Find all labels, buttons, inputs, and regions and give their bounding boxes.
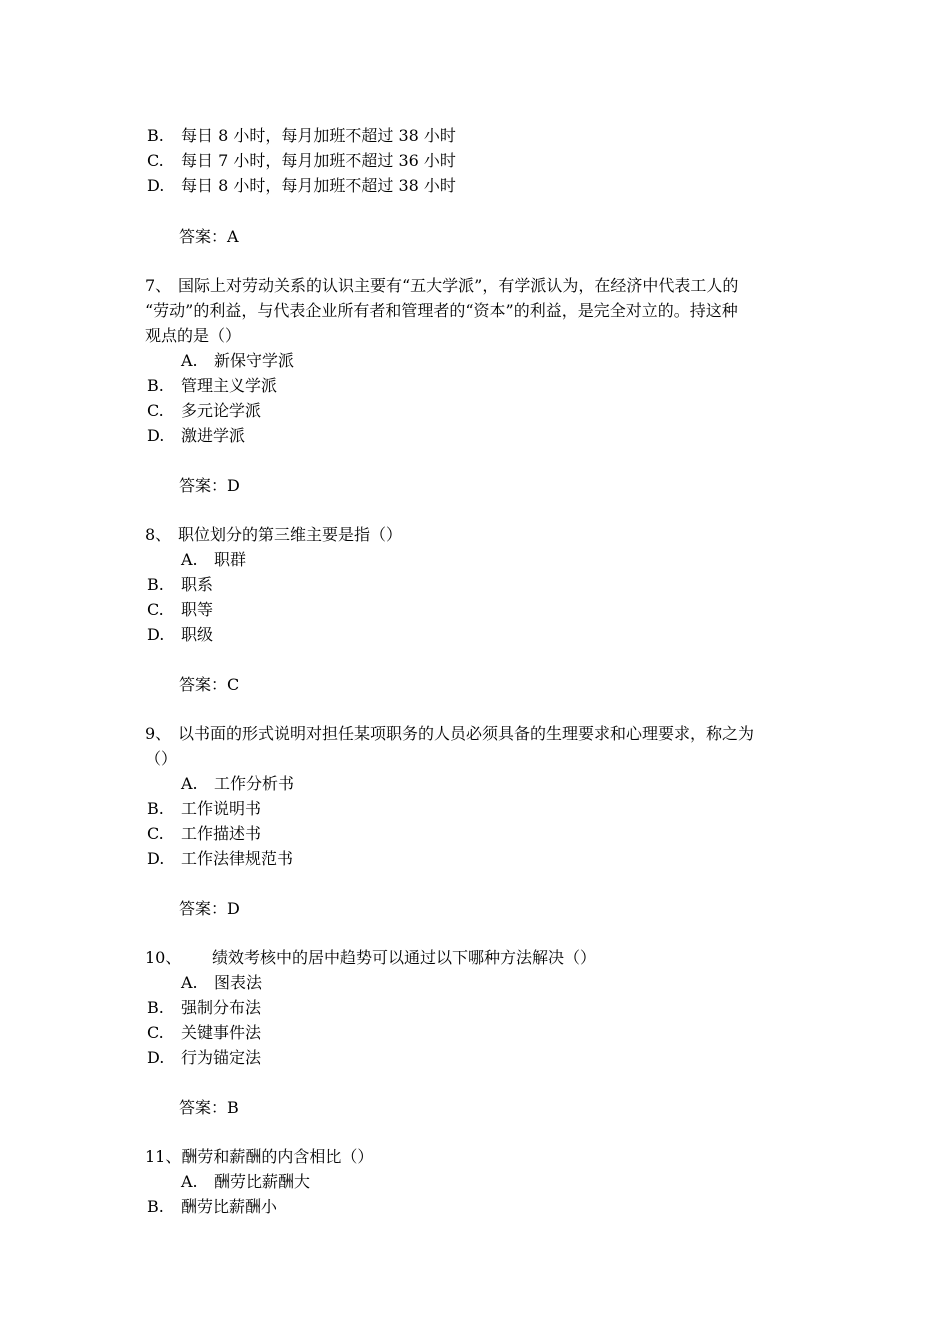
q8-stem-line1 — [145, 525, 403, 545]
question-stem: 酬劳和薪酬的内含相比（） — [181, 1147, 374, 1166]
option-text: 职群 — [214, 550, 247, 569]
q8-option-a — [181, 550, 247, 570]
question-stem: 以书面的形式说明对担任某项职务的人员必须具备的生理要求和心理要求，称之为 — [178, 724, 755, 743]
option-letter: C. — [147, 1023, 164, 1042]
option-letter: A. — [181, 774, 198, 793]
option-letter: C. — [147, 401, 164, 420]
option-letter: C. — [147, 151, 164, 170]
option-letter: D. — [147, 625, 165, 644]
q7-stem-line3: 观点的是（） — [145, 326, 242, 345]
q8-option-c — [147, 600, 214, 620]
q7-stem-line1 — [145, 276, 739, 296]
option-letter: B. — [147, 1197, 164, 1216]
option-text: 强制分布法 — [181, 998, 262, 1017]
q7-option-a — [181, 351, 295, 371]
option-text: 激进学派 — [181, 426, 246, 445]
option-letter: B. — [147, 799, 164, 818]
option-text: 酬劳比薪酬大 — [214, 1172, 311, 1191]
option-letter: A. — [181, 1172, 198, 1191]
q8-option-d — [147, 625, 214, 645]
option-letter: B. — [147, 998, 164, 1017]
q9-option-c — [147, 824, 262, 844]
q7-answer: 答案：D — [179, 476, 240, 495]
question-stem: 职位划分的第三维主要是指（） — [178, 525, 403, 544]
option-text: 多元论学派 — [181, 401, 262, 420]
q9-option-a — [181, 774, 295, 794]
question-stem: 国际上对劳动关系的认识主要有“五大学派”，有学派认为，在经济中代表工人的 — [178, 276, 739, 295]
option-text: 职系 — [181, 575, 214, 594]
q10-option-b — [147, 998, 262, 1018]
q9-answer: 答案：D — [179, 899, 240, 918]
option-text: 新保守学派 — [214, 351, 295, 370]
q6-option-d — [147, 176, 456, 196]
option-text: 每日 8 小时，每月加班不超过 38 小时 — [181, 126, 456, 145]
option-letter: A. — [181, 550, 198, 569]
option-text: 工作法律规范书 — [181, 849, 294, 868]
question-number: 11、 — [145, 1147, 182, 1166]
q6-option-b — [147, 126, 456, 146]
q7-option-d — [147, 426, 246, 446]
option-text: 图表法 — [214, 973, 263, 992]
question-stem: 绩效考核中的居中趋势可以通过以下哪种方法解决（） — [212, 948, 597, 967]
q7-option-b — [147, 376, 278, 396]
q10-option-c — [147, 1023, 262, 1043]
q10-option-d — [147, 1048, 262, 1068]
option-letter: A. — [181, 351, 198, 370]
option-letter: A. — [181, 973, 198, 992]
option-letter: B. — [147, 126, 164, 145]
q11-option-b — [147, 1197, 278, 1217]
option-text: 行为锚定法 — [181, 1048, 262, 1067]
option-text: 管理主义学派 — [181, 376, 278, 395]
question-number: 9、 — [145, 724, 172, 743]
q10-stem-line1 — [145, 948, 597, 968]
question-number: 7、 — [145, 276, 172, 295]
option-text: 每日 8 小时，每月加班不超过 38 小时 — [181, 176, 456, 195]
option-text: 关键事件法 — [181, 1023, 262, 1042]
q6-answer: 答案：A — [179, 227, 239, 246]
option-text: 职级 — [181, 625, 214, 644]
q10-answer: 答案：B — [179, 1098, 239, 1117]
option-letter: D. — [147, 426, 165, 445]
q8-option-b — [147, 575, 214, 595]
q9-stem-line1 — [145, 724, 755, 744]
option-text: 工作描述书 — [181, 824, 262, 843]
option-letter: C. — [147, 824, 164, 843]
q7-stem-line2: “劳动”的利益，与代表企业所有者和管理者的“资本”的利益，是完全对立的。持这种 — [145, 301, 738, 320]
q10-option-a — [181, 973, 263, 993]
q9-option-b — [147, 799, 262, 819]
option-text: 工作分析书 — [214, 774, 295, 793]
q11-option-a — [181, 1172, 311, 1192]
q11-stem-line1 — [145, 1147, 373, 1167]
q9-stem-line2: （） — [145, 749, 178, 768]
option-letter: D. — [147, 849, 165, 868]
option-letter: D. — [147, 1048, 165, 1067]
question-number: 8、 — [145, 525, 172, 544]
option-letter: B. — [147, 575, 164, 594]
option-text: 每日 7 小时，每月加班不超过 36 小时 — [181, 151, 456, 170]
question-number: 10、 — [145, 948, 182, 967]
q9-option-d — [147, 849, 294, 869]
option-letter: D. — [147, 176, 165, 195]
q8-answer: 答案：C — [179, 675, 240, 694]
option-letter: C. — [147, 600, 164, 619]
option-text: 酬劳比薪酬小 — [181, 1197, 278, 1216]
q7-option-c — [147, 401, 262, 421]
q6-option-c — [147, 151, 456, 171]
option-text: 工作说明书 — [181, 799, 262, 818]
option-letter: B. — [147, 376, 164, 395]
option-text: 职等 — [181, 600, 214, 619]
